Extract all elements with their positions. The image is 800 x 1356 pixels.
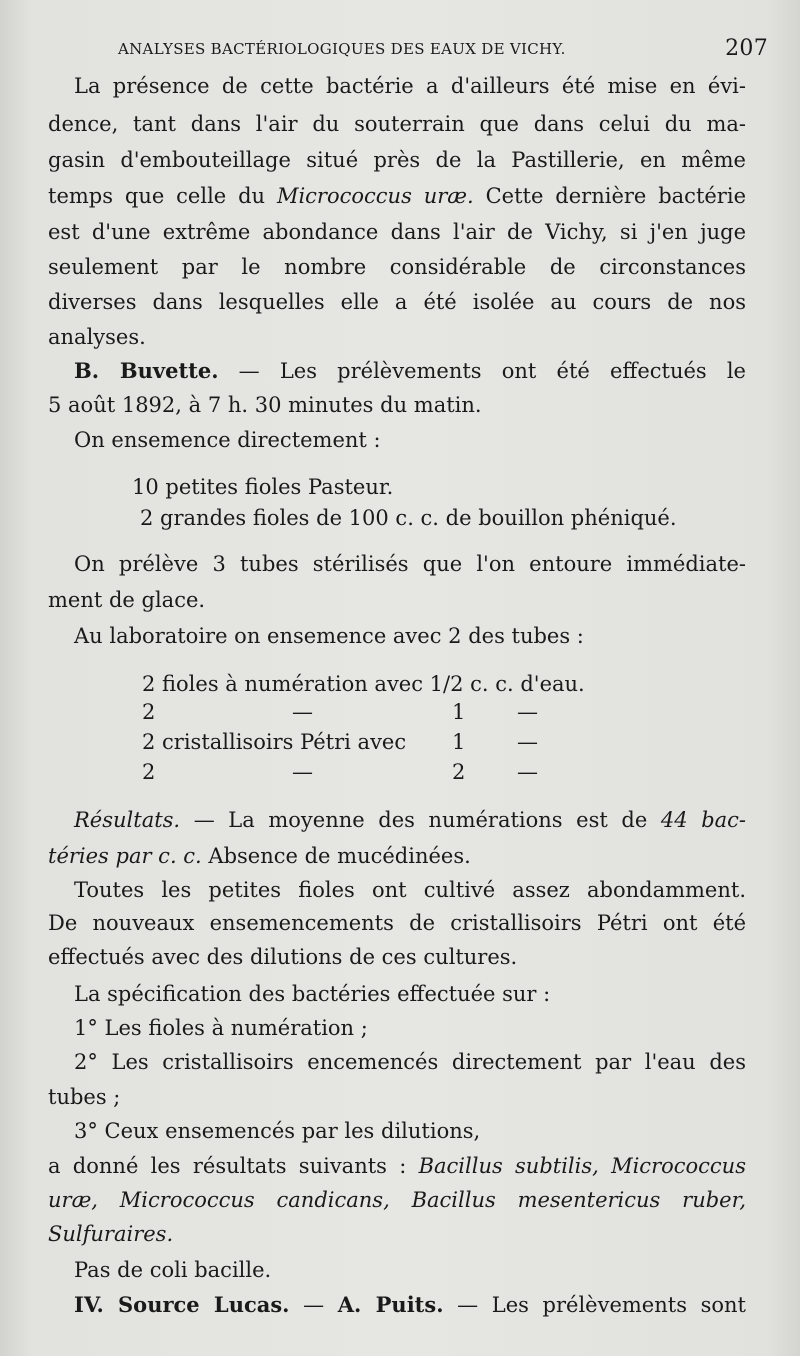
text-line: La spécification des bactéries effectuée sur :: [74, 982, 551, 1006]
subsection-label: A. Puits.: [337, 1292, 444, 1317]
list-item: 2 grandes fioles de 100 c. c. de bouillon phéniqué.: [140, 506, 677, 530]
text-line: On prélève 3 tubes stérilisés que l'on entoure immédiate-: [74, 552, 746, 576]
text-line: a donné les résultats suivants : Bacillus subtilis, Micrococcus: [48, 1154, 746, 1178]
text-line: Au laboratoire on ensemence avec 2 des tubes :: [74, 624, 584, 648]
section-label: B. Buvette.: [74, 358, 219, 383]
text-line: Sulfuraires.: [48, 1222, 174, 1246]
results-label: Résultats.: [74, 808, 181, 832]
text-line: temps que celle du Micrococcus uræ. Cette dernière bactérie: [48, 184, 746, 208]
text-line: Toutes les petites fioles ont cultivé assez abondamment.: [74, 878, 746, 902]
list-item: 3° Ceux ensemencés par les dilutions,: [74, 1119, 481, 1143]
results-line: Résultats. — La moyenne des numérations est de 44 bac-: [74, 808, 747, 832]
text-line: De nouveaux ensemencements de cristallisoirs Pétri ont été: [48, 911, 746, 935]
text-line: téries par c. c. Absence de mucédinées.: [48, 844, 471, 868]
table-row: 2 — 1 —: [142, 700, 538, 724]
list-item: 1° Les fioles à numération ;: [74, 1016, 368, 1040]
page-header: [118, 36, 768, 66]
text-line: uræ, Micrococcus candicans, Bacillus mesentericus ruber,: [48, 1188, 746, 1212]
section-heading-line: IV. Source Lucas. — A. Puits. — Les prélèvements sont: [74, 1292, 746, 1317]
text-line: tubes ;: [48, 1085, 121, 1109]
table-row: 2 fioles à numération avec 1/2 c. c. d'eau.: [142, 672, 585, 696]
section-label: IV. Source Lucas.: [74, 1292, 290, 1317]
text-line: seulement par le nombre considérable de circonstances: [48, 255, 746, 279]
table-row: 2 cristallisoirs Pétri avec 1 —: [142, 730, 538, 754]
list-item: 10 petites fioles Pasteur.: [132, 475, 394, 499]
text-line: diverses dans lesquelles elle a été isolée au cours de nos: [48, 290, 746, 314]
text-line: est d'une extrême abondance dans l'air de Vichy, si j'en juge: [48, 220, 746, 244]
text-line: analyses.: [48, 325, 146, 349]
running-title: ANALYSES BACTÉRIOLOGIQUES DES EAUX DE VICHY.: [118, 40, 566, 58]
text-line: Pas de coli bacille.: [74, 1258, 272, 1282]
text-line: ment de glace.: [48, 588, 206, 612]
text-line: La présence de cette bactérie a d'ailleurs été mise en évi-: [74, 74, 746, 98]
list-item: 2° Les cristallisoirs encemencés directement par l'eau des: [74, 1050, 746, 1074]
table-row: 2 — 2 —: [142, 760, 538, 784]
section-heading-line: B. Buvette. — Les prélèvements ont été effectués le: [74, 358, 746, 383]
text-line: On ensemence directement :: [74, 428, 381, 452]
text-line: 5 août 1892, à 7 h. 30 minutes du matin.: [48, 393, 482, 417]
text-line: dence, tant dans l'air du souterrain que dans celui du ma-: [48, 112, 746, 136]
text-line: gasin d'embouteillage situé près de la Pastillerie, en même: [48, 148, 746, 172]
page-number: 207: [725, 36, 768, 61]
text-line: effectués avec des dilutions de ces cultures.: [48, 945, 518, 969]
